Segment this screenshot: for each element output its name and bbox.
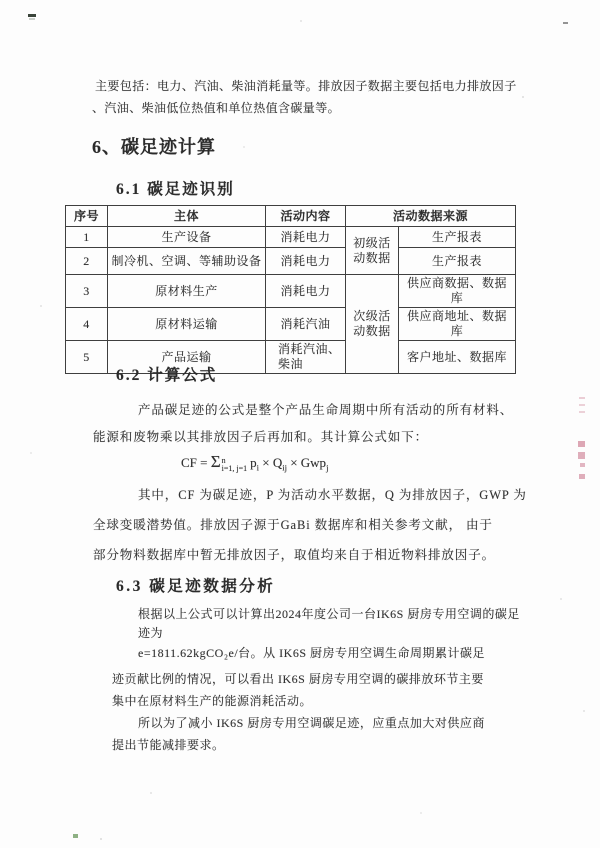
- scan-mark-topleft: [28, 14, 36, 17]
- table-row: [66, 275, 516, 308]
- formula-term-gwp-sub: j: [326, 462, 329, 473]
- sigma-limits: [222, 457, 247, 474]
- stamp-fragment: [579, 474, 585, 479]
- col-header-source: 活动数据来源: [346, 206, 516, 227]
- cell-no: 4: [66, 308, 108, 341]
- cell-subject: 原材料运输: [108, 308, 266, 341]
- formula-term-p: p: [250, 455, 257, 470]
- scan-speckle: [560, 598, 562, 600]
- formula-term-p-sub: i: [256, 462, 259, 473]
- para-6-2-line-3: 其中，CF 为碳足迹，P 为活动水平数据，Q 为排放因子，GWP 为: [138, 488, 527, 502]
- formula-term-gwp: × Gwp: [286, 455, 327, 470]
- scan-mark-topleft-shadow: [29, 18, 35, 20]
- para-6-2-line-5: 部分物料数据库中暂无排放因子，取值均来自于相近物料排放因子。: [93, 548, 496, 562]
- cell-source: 生产报表: [399, 248, 516, 275]
- para-6-3-line-1: 根据以上公式可以计算出2024年度公司一台IK6S 厨房专用空调的碳足: [138, 607, 520, 621]
- sigma-lower-limit: i=1, j=1: [221, 464, 248, 473]
- scan-speckle: [100, 838, 102, 840]
- para-6-3-line-6: 所以为了减小 IK6S 厨房专用空调碳足迹，应重点加大对供应商: [138, 716, 485, 730]
- table-row: [66, 308, 516, 341]
- cell-no: 3: [66, 275, 108, 308]
- cell-source: 客户地址、数据库: [399, 341, 516, 374]
- intro-line-1: 主要包括：电力、汽油、柴油消耗量等。排放因子数据主要包括电力排放因子: [95, 79, 517, 93]
- scan-speckle: [583, 710, 585, 712]
- cell-activity: 消耗电力: [266, 227, 346, 248]
- section-6-3-heading: 6.3 碳足迹数据分析: [116, 578, 276, 595]
- intro-line-2: 、汽油、柴油低位热值和单位热值含碳量等。: [92, 101, 341, 115]
- section-6-2-heading: 6.2 计算公式: [116, 367, 218, 384]
- cell-source: 供应商数据、数据库: [399, 275, 516, 308]
- stamp-fragment: [579, 411, 585, 413]
- section-6-1-heading: 6.1 碳足迹识别: [116, 181, 235, 198]
- carbon-footprint-formula: [181, 452, 328, 473]
- para-6-3-line-2: 迹为: [138, 626, 164, 640]
- para-6-3-line-5: 集中在原材料生产的能源消耗活动。: [112, 694, 313, 708]
- table-row: [66, 227, 516, 248]
- para-6-2-line-4: 全球变暖潜势值。排放因子源于GaBi 数据库和相关参考文献， 由于: [93, 518, 493, 532]
- cell-source: 供应商地址、数据库: [399, 308, 516, 341]
- cell-source: 生产报表: [399, 227, 516, 248]
- cell-subject: 原材料生产: [108, 275, 266, 308]
- cell-no: 2: [66, 248, 108, 275]
- scan-speckle: [30, 452, 32, 454]
- stamp-fragment: [578, 441, 585, 447]
- stamp-fragment: [579, 404, 585, 406]
- sigma-symbol: Σ: [210, 452, 221, 471]
- table-row: [66, 248, 516, 275]
- formula-term-q-sub: ij: [282, 462, 287, 473]
- stamp-fragment: [580, 463, 585, 467]
- cell-group-secondary: 次级活动数据: [346, 275, 399, 374]
- formula-lhs: CF =: [181, 455, 211, 470]
- scan-mark-topright: [563, 22, 568, 24]
- scan-speckle: [300, 20, 302, 22]
- cell-activity: 消耗电力: [266, 248, 346, 275]
- para-6-2-line-1: 产品碳足迹的公式是整个产品生命周期中所有活动的所有材料、: [138, 403, 514, 417]
- scan-speckle: [243, 146, 245, 148]
- scan-speckle: [150, 792, 152, 794]
- formula-term-q: × Q: [258, 455, 283, 470]
- cell-subject: 产品运输: [108, 341, 266, 374]
- cell-no: 1: [66, 227, 108, 248]
- scan-speckle: [420, 812, 422, 814]
- table-header-row: [66, 206, 516, 227]
- section-6-heading: 6、碳足迹计算: [92, 137, 216, 157]
- scan-mark-green: [73, 834, 78, 838]
- para-6-3-line-3: e=1811.62kgCO₂e/台。从 IK6S 厨房专用空调生命周期累计碳足: [138, 646, 485, 660]
- stamp-fragment: [579, 397, 585, 399]
- cell-activity: 消耗电力: [266, 275, 346, 308]
- stamp-fragment: [578, 452, 585, 459]
- col-header-activity: 活动内容: [266, 206, 346, 227]
- col-header-no: 序号: [66, 206, 108, 227]
- col-header-subject: 主体: [108, 206, 266, 227]
- sigma-upper-limit: n: [221, 455, 226, 465]
- scan-speckle: [522, 96, 524, 98]
- cell-subject: 制冷机、空调、等辅助设备: [108, 248, 266, 275]
- para-6-3-line-7: 提出节能减排要求。: [112, 738, 225, 752]
- scan-speckle: [40, 305, 42, 307]
- para-6-3-line-4: 迹贡献比例的情况，可以看出 IK6S 厨房专用空调的碳排放环节主要: [112, 672, 484, 686]
- cell-activity: 消耗汽油: [266, 308, 346, 341]
- cell-subject: 生产设备: [108, 227, 266, 248]
- para-6-2-line-2: 能源和废物乘以其排放因子后再加和。其计算公式如下：: [93, 430, 429, 444]
- cell-no: 5: [66, 341, 108, 374]
- cell-activity: 消耗汽油、柴油: [266, 341, 346, 374]
- footprint-identification-table: [65, 205, 516, 374]
- cell-group-primary: 初级活动数据: [346, 227, 399, 275]
